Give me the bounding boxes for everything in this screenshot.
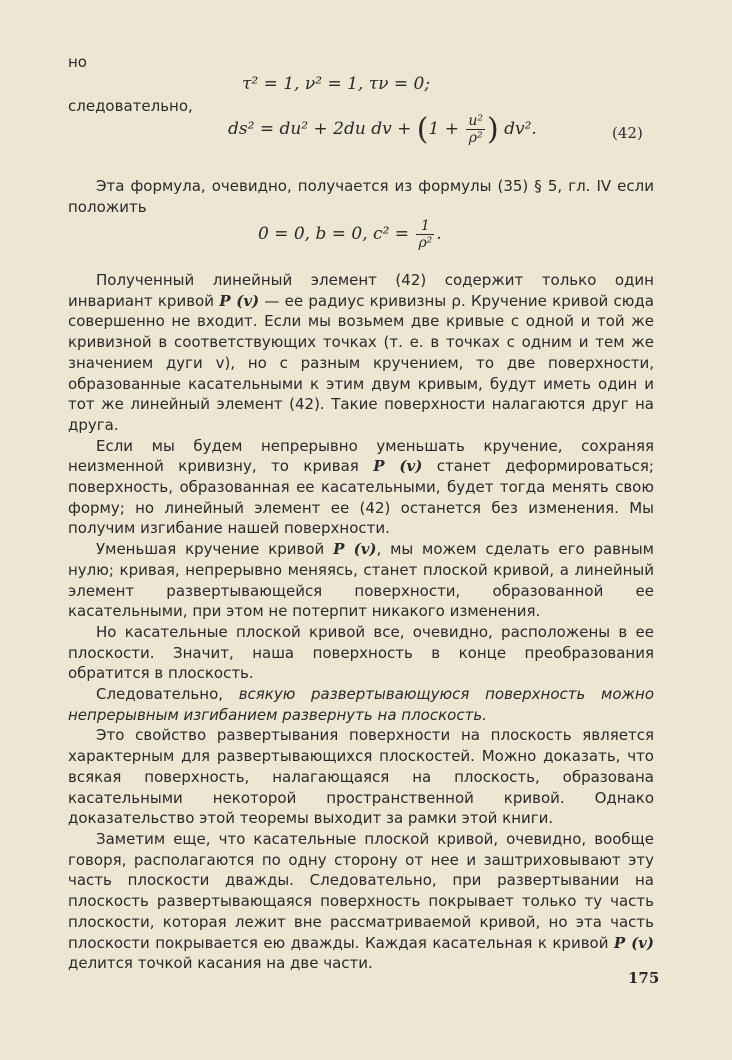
paragraph-remark: Заметим еще, что касательные плоской кривой, очевидно, вообще говоря, располагаются по одну сторону от нее и заштриховывают эту часть плоскости дважды. Следовательно, при развертывании на плоскость развертывающаяся поверхность покрывает только ту часть плоскости, которая лежит вне рассматриваемой кривой, но эта часть плоскости покрывается ею дважды. Каждая касательная к кривой P (v) делится точкой касания на две части. xyxy=(68,829,654,973)
page-number: 175 xyxy=(628,969,660,987)
right-paren: ) xyxy=(487,112,499,147)
formula-paragraph: Эта формула, очевидно, получается из формулы (35) § 5, гл. IV если положить xyxy=(68,177,654,216)
equation-number: (42) xyxy=(612,124,643,142)
paragraph-property: Это свойство развертывания поверхности на плоскость является характерным для развертывающихся плоскостей. Можно доказать, что всякая поверхность, налагающаяся на плоскость, образована касательными некоторой пространственной кривой. Однако доказательство этой теоремы выходит за рамки этой книги. xyxy=(68,726,654,828)
paragraph-torsion: Если мы будем непрерывно уменьшать кручение, сохраняя неизменной кривизну, то кривая P (v) станет деформироваться; поверхность, образованная ее касательными, будет тогда менять свою форму; но линейный элемент ее (42) останется без изменения. Мы получим изгибание нашей поверхности. xyxy=(68,436,654,538)
fraction-u2-rho2: $\frac{\text{u²}}{\text{ρ²}}$ xyxy=(468,113,483,146)
first-word: но xyxy=(68,53,87,71)
equation-42: ds² = du² + 2du dv + (1 + $\frac{\text{u²}}{\text{ρ²}}$ ) dv². xyxy=(228,112,537,147)
paragraph-invariant: Полученный линейный элемент (42) содержит только один инвариант кривой P (v) — ее радиус кривизны ρ. Кручение кривой сюда совершенно не входит. Если мы возьмем две кривые с одной и той же кривизной в соответствующих точках (т. е. в точках с одним и тем же значением дуги v), но с разным кручением, то две поверхности, образованные касательными к этим двум кривым, будут иметь один и тот же линейный элемент (42). Такие поверхности налагаются друг на друга. xyxy=(68,271,654,434)
consequently-line: следовательно, xyxy=(68,97,193,115)
left-paren: ( xyxy=(416,112,429,147)
equation-tau-nu: τ² = 1, ν² = 1, τν = 0; xyxy=(242,74,431,94)
paragraph-decrease: Уменьшая кручение кривой P (v), мы можем сделать его равным нулю; кривая, непрерывно меняясь, станет плоской кривой, а линейный элемент развертывающейся поверхности, образованной ее касательными, при этом не потерпит никакого изменения. xyxy=(68,540,654,621)
paragraph-plane-curve: Но касательные плоской кривой все, очевидно, расположены в ее плоскости. Значит, наша поверхность в конце преобразования обратится в плоскость. xyxy=(68,622,654,683)
paragraph-conclusion: Следовательно, всякую развертывающуюся поверхность можно непрерывным изгибанием развернуть на плоскость. xyxy=(68,685,654,724)
fraction-1-rho2: $\frac{1}{\text{ρ²}}$ xyxy=(418,218,433,251)
equation-conditions: 0 = 0, b = 0, c² = $\frac{1}{\text{ρ²}}$ . xyxy=(258,218,442,251)
main-text xyxy=(68,270,654,974)
theorem-statement: всякую развертывающуюся поверхность можно непрерывным изгибанием развернуть на плоскость. xyxy=(68,685,654,724)
